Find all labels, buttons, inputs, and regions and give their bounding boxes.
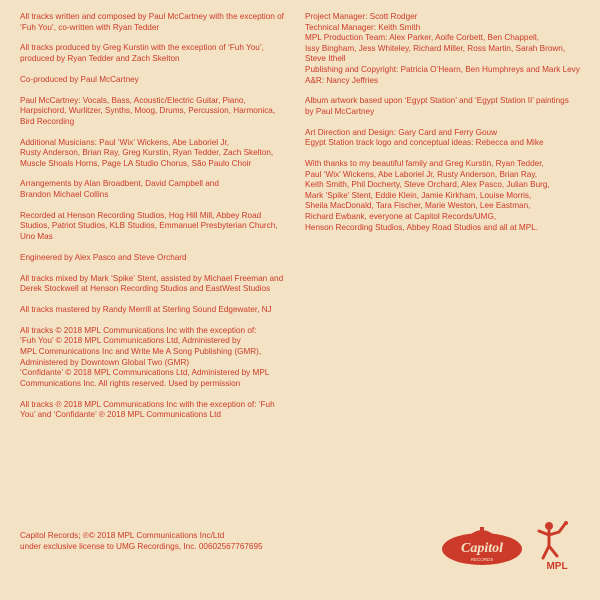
credit-arrangements: Arrangements by Alan Broadbent, David Campbell and Brandon Michael Collins [20,179,219,200]
credit-album-artwork: Album artwork based upon ‘Egypt Station’ and ‘Egypt Station II’ paintings by Paul McCartney [305,96,569,116]
credit-mastered-by: All tracks mastered by Randy Merrill at Sterling Sound Edgewater, NJ [20,304,272,314]
mpl-wordmark: MPL [546,561,568,572]
credit-engineered-by: Engineered by Alex Pasco and Steve Orchard [20,252,187,262]
label-footer: Capitol Records; ℗© 2018 MPL Communications Inc/Ltd under exclusive license to UMG Recordings, Inc. 00602567767695 [20,531,263,551]
credit-management-team: Project Manager: Scott Rodger Technical Manager: Keith Smith MPL Production Team: Alex Parker, Aoife Corbett, Ben Chappell, Issy Bingham, Jess Whiteley, Richard Miller, Ross Martin, Sarah Brown, Steve Ithell Publishing and Copyright: Patricia O’Hearn, Ben Humphreys and Mark Levy A&R: Nancy Jeffries [305,12,580,85]
credits-right-column [305,12,590,243]
credit-thanks: With thanks to my beautiful family and Greg Kurstin, Ryan Tedder, Paul ‘Wix’ Wickens, Abe Laboriel Jr, Rusty Anderson, Brian Ray, Keith Smith, Phil Docherty, Steve Orchard, Alex Pasco, Julian Burg, Mark ‘Spike’ Stent, Eddie Klein, Jamie Kirkham, Louise Morris, Sheila MacDonald, Tara Fischer, Marie Weston, Lee Eastman, Richard Ewbank, everyone at Capitol Records/UMG, Henson Recording Studios, Abbey Road Studios and all at MPL. [305,159,550,232]
credit-co-produced: Co-produced by Paul McCartney [20,74,139,84]
credit-produced-by: All tracks produced by Greg Kurstin with the exception of ‘Fuh You’, produced by Ryan Tedder and Zach Skelton [20,43,264,63]
credit-paul-instruments: Paul McCartney: Vocals, Bass, Acoustic/Electric Guitar, Piano, Harpsichord, Wurlitzer, Synths, Moog, Drums, Percussion, Harmonica, Bird Recording [20,95,276,126]
credit-publishing-copyright: All tracks © 2018 MPL Communications Inc with the exception of: ‘Fuh You’ © 2018 MPL Communications Ltd, Administered by MPL Communications Inc and Write Me A Song Publishing (GMR), Administered by Downtown Global Two (GMR) ‘Confidante’ © 2018 MPL Communications Ltd, Administered by MPL Communications Inc. All rights reserved. Used by permission [20,325,270,388]
credits-left-column [20,12,300,431]
credit-phonographic-copyright: All tracks ℗ 2018 MPL Communications Inc with the exception of: ‘Fuh You’ and ‘Confidante’ ℗ 2018 MPL Communications Ltd [20,399,275,420]
capitol-records-logo-icon [440,527,524,567]
credit-recorded-at: Recorded at Henson Recording Studios, Hog Hill Mill, Abbey Road Studios, Patriot Studios, KLB Studios, Emmanuel Presbyterian Church, Uno Mas [20,210,278,242]
capitol-wordmark: Capitol [460,541,504,556]
credit-written-by: All tracks written and composed by Paul McCartney with the exception of ‘Fuh You’, co-written with Ryan Tedder [20,12,284,32]
credit-art-direction: Art Direction and Design: Gary Card and Ferry Gouw Egypt Station track logo and conceptual ideas: Rebecca and Mike [305,127,544,148]
mpl-logo-icon [535,520,575,572]
capitol-records-small: RECORDS [470,557,494,562]
credit-additional-musicians: Additional Musicians: Paul ‘Wix’ Wickens, Abe Laboriel Jr, Rusty Anderson, Brian Ray, Greg Kurstin, Ryan Tedder, Zach Skelton, Muscle Shoals Horns, Page LA Studio Chorus, São Paulo Choir [20,137,274,168]
credit-mixed-by: All tracks mixed by Mark ‘Spike’ Stent, assisted by Michael Freeman and Derek Stockwell at Henson Recording Studios and EastWest Studios [20,273,284,294]
